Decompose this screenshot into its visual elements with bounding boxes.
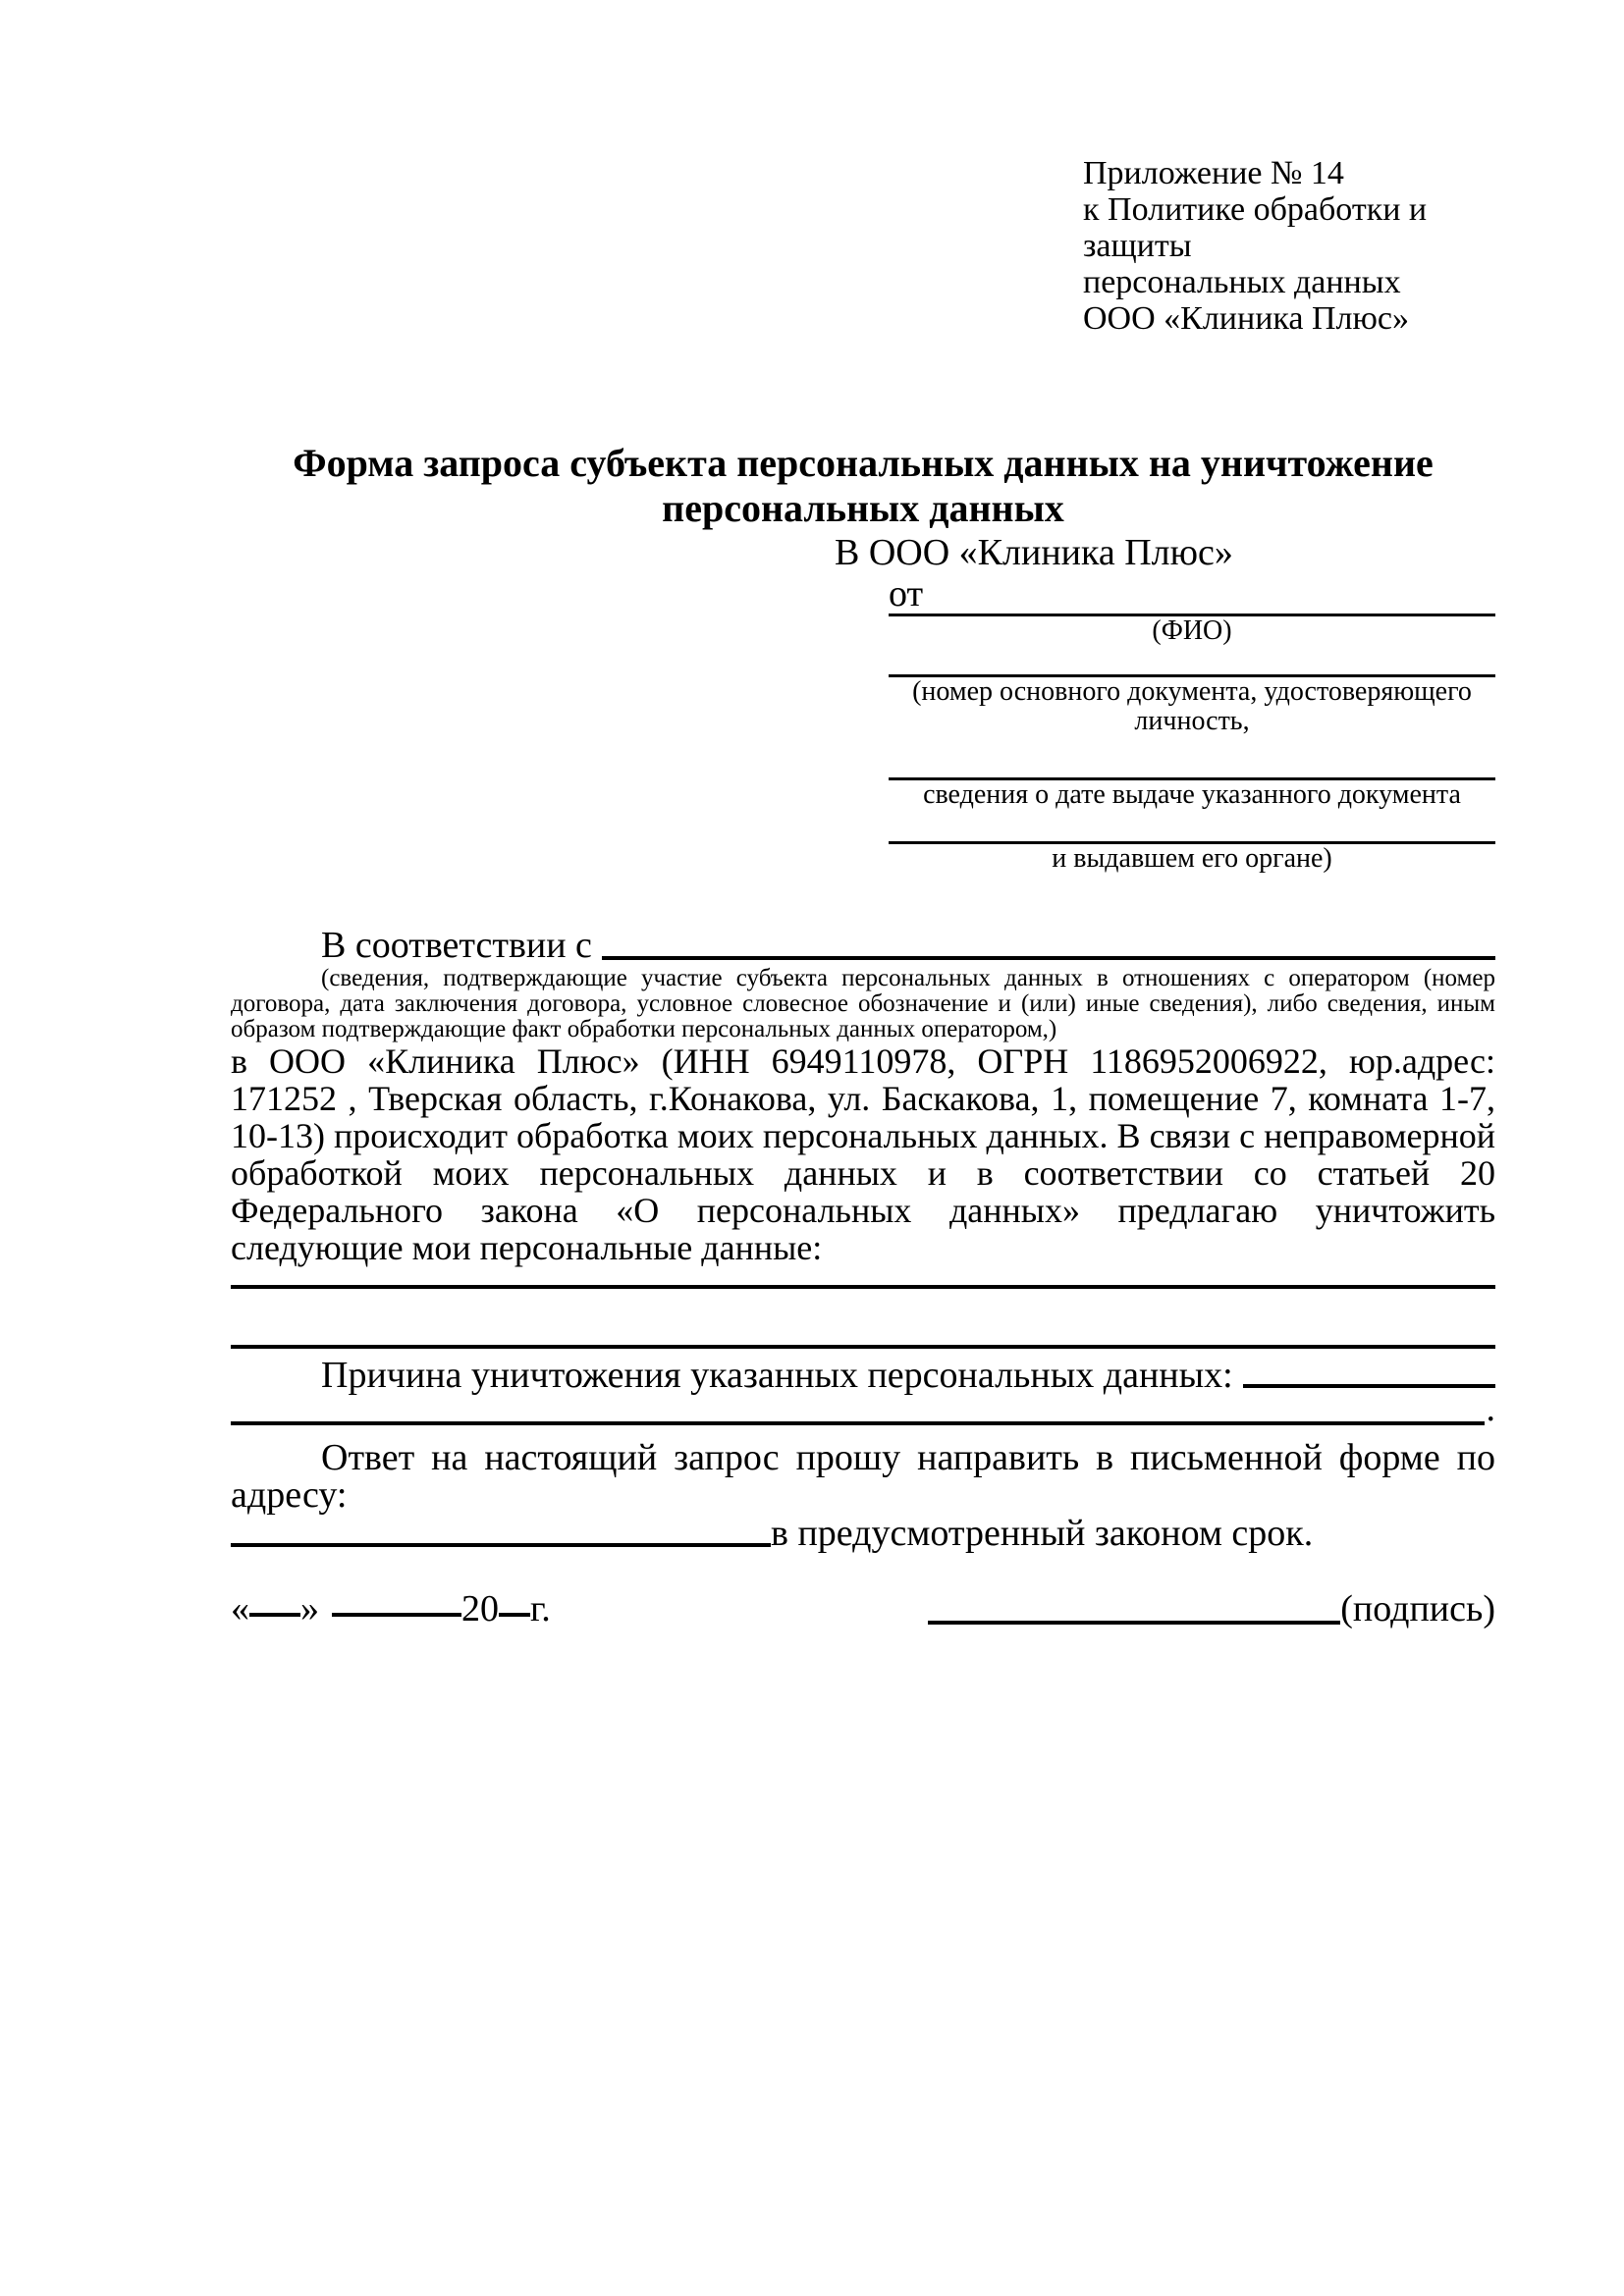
year-prefix: 20 bbox=[461, 1588, 499, 1629]
sentence-period: . bbox=[1486, 1388, 1495, 1429]
reason-label: Причина уничтожения указанных персональных данных: bbox=[321, 1355, 1233, 1396]
data-to-destroy-input-line-2[interactable] bbox=[231, 1345, 1495, 1349]
appendix-header-line: ООО «Клиника Плюс» bbox=[1083, 300, 1409, 337]
signature-caption: (подпись) bbox=[1340, 1588, 1495, 1629]
from-label: от bbox=[889, 573, 924, 614]
reason-continuation-row bbox=[231, 1388, 1495, 1429]
addressee-line: В ООО «Клиника Плюс» bbox=[835, 532, 1233, 573]
accordance-input-line[interactable] bbox=[602, 956, 1495, 960]
answer-address-row bbox=[231, 1514, 1495, 1553]
issue-date-caption: сведения о дате выдаче указанного документа bbox=[923, 779, 1461, 810]
answer-sentence: Ответ на настоящий запрос прошу направить в письменной форме по адресу: bbox=[231, 1437, 1495, 1516]
signature-part bbox=[928, 1587, 1495, 1630]
accordance-footnote: (сведения, подтверждающие участие субъекта персональных данных в отношениях с оператором (номер договора, дата заключения договора, условное словесное обозначение и (или) иные сведения), либо сведения, иным образом подтверждающие факт обработки персональных данных оператором,) bbox=[231, 965, 1495, 1042]
applicant-form-block bbox=[889, 574, 1495, 874]
reason-row bbox=[231, 1357, 1495, 1394]
issuing-authority-input-line[interactable] bbox=[889, 810, 1495, 844]
document-title bbox=[231, 441, 1495, 531]
accordance-row bbox=[231, 925, 1495, 966]
appendix-header bbox=[1083, 0, 1495, 337]
signature-input-line[interactable] bbox=[928, 1621, 1340, 1625]
body-paragraph: в ООО «Клиника Плюс» (ИНН 6949110978, ОГРН 1186952006922, юр.адрес: 171252 , Тверская область, г.Конакова, ул. Баскакова, 1, помещение 7, комната 1-7, 10-13) происходит обработка моих персональных данных. В связи с неправомерной обработкой моих персональных данных и в соответствии со статьей 20 Федерального закона «О персональных данных» предлагаю уничтожить следующие мои персональные данные: bbox=[231, 1041, 1495, 1267]
document-number-caption: (номер основного документа, удостоверяющего личность, bbox=[912, 676, 1472, 736]
appendix-header-line: персональных данных bbox=[1083, 264, 1401, 300]
document-title-line1: Форма запроса субъекта персональных данных на уничтожение bbox=[293, 441, 1434, 485]
document-title-line2: персональных данных bbox=[662, 486, 1064, 530]
issuing-authority-caption: и выдавшем его органе) bbox=[1052, 843, 1332, 874]
document-number-input-line[interactable] bbox=[889, 646, 1495, 677]
fio-caption: (ФИО) bbox=[1152, 615, 1232, 646]
answer-tail-text: в предусмотренный законом срок. bbox=[771, 1513, 1314, 1554]
month-input-line[interactable] bbox=[332, 1613, 461, 1617]
data-to-destroy-input-line-1[interactable] bbox=[231, 1285, 1495, 1289]
document-content bbox=[231, 0, 1495, 1630]
open-quote: « bbox=[231, 1588, 249, 1629]
accordance-lead: В соответствии с bbox=[321, 925, 592, 966]
date-signature-row bbox=[231, 1587, 1495, 1630]
date-part bbox=[231, 1587, 551, 1630]
year-input-line[interactable] bbox=[499, 1613, 530, 1617]
reason-input-line-2[interactable] bbox=[231, 1421, 1485, 1425]
address-input-line[interactable] bbox=[231, 1543, 771, 1547]
appendix-header-line: к Политике обработки и защиты bbox=[1083, 191, 1428, 264]
year-suffix: г. bbox=[530, 1588, 551, 1629]
issue-date-input-line[interactable] bbox=[889, 736, 1495, 780]
day-input-line[interactable] bbox=[249, 1613, 300, 1617]
close-quote: » bbox=[300, 1588, 319, 1629]
appendix-header-line: Приложение № 14 bbox=[1083, 155, 1344, 191]
reason-input-line[interactable] bbox=[1243, 1384, 1495, 1388]
